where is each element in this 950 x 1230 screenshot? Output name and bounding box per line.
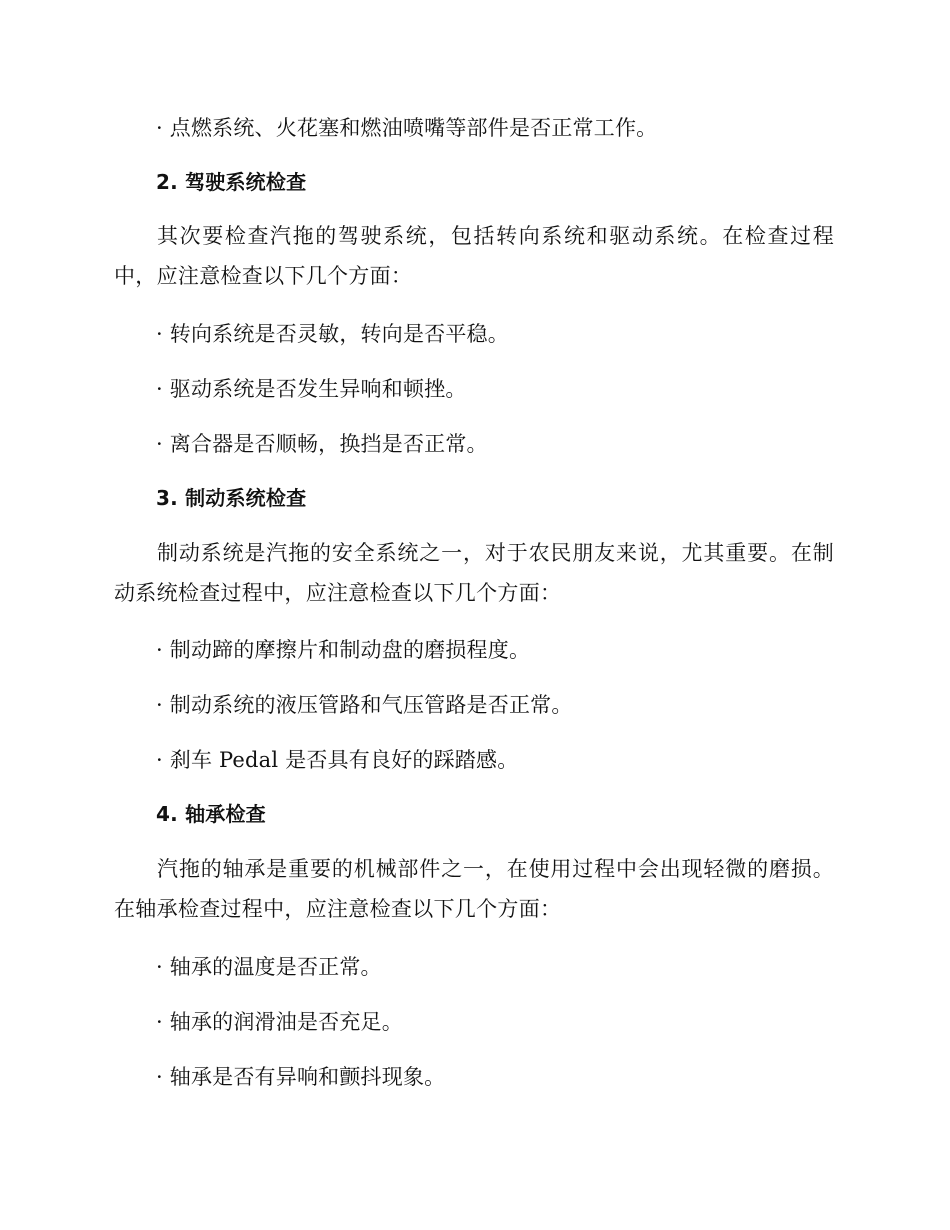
bullet-brake-pedal: · 刹车 Pedal 是否具有良好的踩踏感。 <box>156 748 519 772</box>
paragraph-bearing-intro: 汽拖的轴承是重要的机械部件之一，在使用过程中会出现轻微的磨损。在轴承检查过程中，应注意检查以下几个方面： <box>114 857 834 921</box>
section-heading-brake-system: 3. 制动系统检查 <box>156 486 307 510</box>
section-heading-driving-system: 2. 驾驶系统检查 <box>156 170 307 194</box>
paragraph-brake-system-intro: 制动系统是汽拖的安全系统之一，对于农民朋友来说，尤其重要。在制动系统检查过程中，应注意检查以下几个方面： <box>114 541 834 605</box>
bullet-steering: · 转向系统是否灵敏，转向是否平稳。 <box>156 322 509 346</box>
bullet-ignition-system: · 点燃系统、火花塞和燃油喷嘴等部件是否正常工作。 <box>156 116 658 140</box>
bullet-brake-lines: · 制动系统的液压管路和气压管路是否正常。 <box>156 693 573 717</box>
bullet-drive-noise: · 驱动系统是否发生异响和顿挫。 <box>156 377 467 401</box>
bullet-bearing-temperature: · 轴承的温度是否正常。 <box>156 955 382 979</box>
bullet-brake-wear: · 制动蹄的摩擦片和制动盘的磨损程度。 <box>156 638 531 662</box>
paragraph-driving-system-intro: 其次要检查汽拖的驾驶系统，包括转向系统和驱动系统。在检查过程中，应注意检查以下几个方面： <box>114 224 834 288</box>
bullet-clutch: · 离合器是否顺畅，换挡是否正常。 <box>156 432 488 456</box>
bullet-bearing-noise: · 轴承是否有异响和颤抖现象。 <box>156 1065 446 1089</box>
section-heading-bearing: 4. 轴承检查 <box>156 802 266 826</box>
bullet-bearing-lubrication: · 轴承的润滑油是否充足。 <box>156 1010 403 1034</box>
